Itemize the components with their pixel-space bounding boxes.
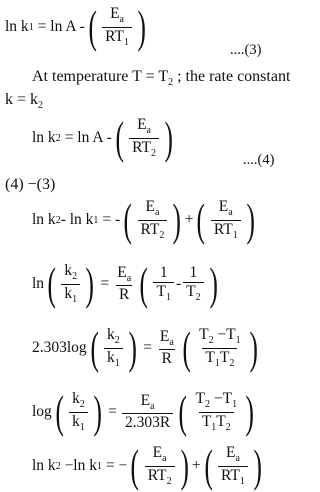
fraction (104, 327, 123, 369)
subscript: 1 (97, 460, 102, 472)
paren-group: ( $\frac{Ea}{RT1}$ ) (204, 440, 262, 491)
subscript: a (162, 453, 167, 464)
eq7-mid: −ln k (60, 457, 97, 474)
text2: k = k (5, 91, 39, 108)
equals-sign: = (143, 339, 152, 356)
fraction (69, 391, 88, 433)
equation-2 (32, 110, 176, 166)
fraction (211, 199, 241, 241)
denominator: T (201, 412, 212, 430)
subscript: 1 (72, 293, 78, 305)
log-label: log (32, 403, 52, 420)
paren-group: ( $\frac{Ea}{RT2}$ ) (130, 440, 189, 491)
numerator: E (117, 263, 127, 281)
equation-7 (32, 440, 265, 492)
numerator: T (199, 326, 209, 343)
numerator-mid: −T (213, 326, 236, 343)
denominator: T (186, 282, 196, 300)
denominator: k (64, 284, 73, 302)
paren-group: ( $\frac{T2 -T1}{T1T2}$ ) (182, 322, 258, 373)
paren-group: ( $\frac{Ea}{RT1}$ ) (196, 194, 255, 245)
ln-label: ln (32, 275, 45, 292)
subscript: 2 (159, 229, 165, 241)
denominator: RT (147, 466, 167, 484)
subscript: 1 (123, 36, 129, 48)
fraction (138, 199, 168, 241)
subscript: 1 (211, 421, 217, 433)
denominator: R (119, 286, 130, 304)
paren-group: ( $\frac{k2}{k1}$ ) (90, 322, 137, 373)
denominator: T (156, 282, 166, 300)
fraction (193, 391, 241, 433)
numerator: k (64, 262, 73, 279)
subscript: 2 (114, 335, 120, 346)
subscript: 1 (28, 21, 34, 33)
denominator: RT (220, 466, 240, 484)
denominator: RT (140, 220, 160, 238)
paren-group: ( $\frac{1}{T1}$ - $\frac{1}{T2}$ ) (139, 258, 218, 309)
plus-sign: + (184, 211, 194, 228)
eq3-equals: = - (102, 211, 121, 228)
subscript: 2 (150, 147, 156, 159)
numerator-mid: −T (209, 390, 233, 407)
equals-sign: = (100, 275, 110, 292)
denominator: R (161, 350, 172, 368)
subscript: 2 (55, 460, 61, 472)
plus-sign: + (191, 457, 201, 474)
eq2-rhs: = ln A - (64, 129, 112, 146)
eq1-rhs: = ln A - (37, 18, 85, 35)
subscript: 2 (72, 271, 78, 282)
fraction (196, 327, 244, 369)
subscript: 2 (55, 214, 61, 226)
equation-number-4: ....(4) (243, 152, 275, 168)
denominator: RT (213, 220, 233, 238)
paren-group: ( $\frac{T2 -T1}{T1T2}$ ) (178, 386, 254, 437)
subscript: 1 (165, 291, 171, 303)
subscript: 1 (232, 229, 238, 241)
subscript: 1 (232, 399, 238, 410)
subscript: 2 (225, 421, 231, 433)
numerator: E (140, 391, 151, 409)
subscript: a (146, 125, 151, 136)
denominator-mid: T (216, 412, 226, 430)
subscript: 1 (114, 357, 120, 369)
numerator: E (152, 444, 163, 461)
fraction (129, 117, 159, 159)
fraction (61, 263, 80, 305)
eq3-mid: - ln k (60, 211, 94, 228)
denominator: k (72, 412, 80, 430)
eq7-equals: = − (106, 457, 128, 474)
denominator-mid: T (219, 348, 230, 366)
fraction (145, 445, 175, 487)
coef-label: 2.303log (32, 339, 87, 356)
numerator: 1 (189, 263, 198, 281)
numerator: 1 (159, 263, 168, 281)
eq2-lhs: ln k (32, 129, 56, 146)
denominator: RT (132, 138, 151, 156)
equation-5 (32, 318, 261, 378)
numerator: E (159, 327, 170, 345)
fraction (153, 265, 173, 304)
subscript: 2 (208, 335, 214, 346)
subscript: 1 (93, 214, 99, 226)
numerator: T (195, 390, 205, 407)
subscript: a (126, 272, 132, 284)
numerator: E (218, 198, 229, 215)
subscript: 1 (239, 475, 245, 487)
numerator: E (225, 444, 236, 461)
fraction (183, 265, 203, 304)
fraction (114, 265, 134, 304)
fraction (102, 6, 132, 48)
paren-group: ( $\frac{k2}{k1}$ ) (47, 258, 95, 309)
paren-group: ( $\frac{Ea}{RT1}$ ) (88, 1, 146, 52)
text1-tail: ; the rate constant (173, 68, 291, 85)
step-label: (4) −(3) (5, 176, 56, 193)
text-line-1 (32, 68, 290, 88)
paren-group: ( $\frac{k2}{k1}$ ) (55, 386, 102, 437)
fraction (157, 329, 177, 368)
equation-3 (32, 192, 258, 248)
numerator: k (107, 326, 115, 343)
equation-number-3: ....(3) (230, 42, 262, 58)
subscript: a (169, 336, 174, 348)
numerator: E (110, 5, 120, 22)
fraction (122, 393, 173, 432)
subscript: 1 (79, 421, 85, 433)
eq1-lhs: ln k (5, 18, 29, 35)
subscript: 2 (166, 475, 172, 487)
subscript: 2 (79, 399, 85, 410)
equation-4 (32, 254, 221, 314)
subscript: a (150, 400, 155, 412)
subscript: 2 (204, 399, 210, 410)
paren-group: ( $\frac{Ea}{RT2}$ ) (115, 112, 173, 163)
equals-sign: = (108, 403, 117, 420)
text1: At temperature T = T (32, 68, 169, 85)
denominator: 2.303R (124, 414, 171, 432)
text-line-2 (5, 91, 43, 111)
denominator: T (205, 348, 215, 366)
subscript: 2 (195, 291, 201, 303)
denominator: RT (105, 27, 124, 45)
subscript: 2 (38, 100, 44, 111)
subscript: 2 (55, 132, 61, 144)
eq7-lhs1: ln k (32, 457, 56, 474)
eq3-lhs1: ln k (32, 211, 56, 228)
fraction (218, 445, 248, 487)
equation-6 (32, 382, 257, 442)
subscript: a (228, 207, 233, 218)
numerator: E (137, 116, 147, 133)
subscript: 2 (168, 77, 174, 88)
equation-1 (5, 0, 149, 54)
minus-sign: - (175, 275, 182, 292)
subscript: 1 (214, 357, 220, 369)
numerator: k (72, 390, 80, 407)
subscript: a (154, 207, 160, 218)
subscript: a (235, 453, 240, 464)
paren-group: ( $\frac{Ea}{RT2}$ ) (123, 194, 182, 245)
subscript: a (119, 14, 124, 25)
denominator: k (107, 348, 115, 366)
numerator: E (145, 198, 155, 215)
subscript: 2 (229, 357, 235, 369)
subscript: 1 (235, 335, 241, 346)
